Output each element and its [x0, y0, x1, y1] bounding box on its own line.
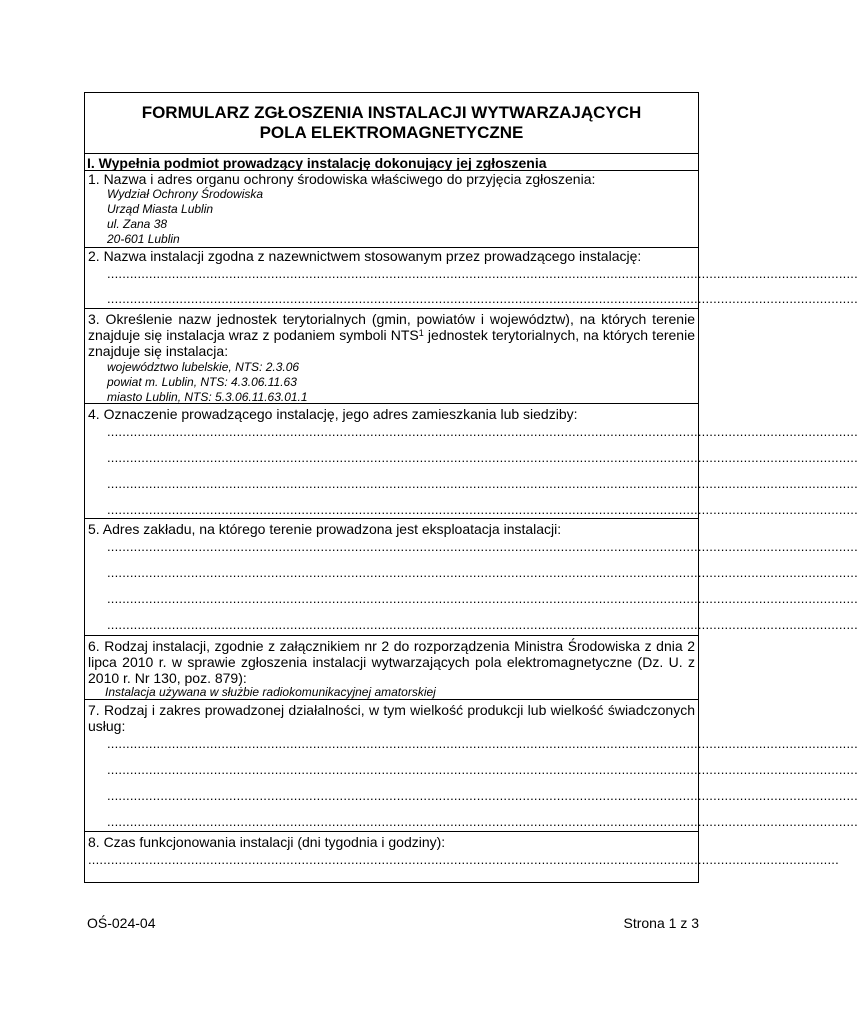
fill-line[interactable]: ..................................................................................................................................................................................................... [107, 450, 858, 465]
fill-line[interactable]: ..................................................................................................................................................................................................... [107, 617, 858, 632]
item-1-answer-line: Wydział Ochrony Środowiska [107, 187, 264, 201]
item-3-question-part1: 3. Określenie nazw jednostek terytorialnych (gmin, powiatów i województw), na których terenie znajduje się instalacja wraz z podaniem symboli NTS [88, 311, 695, 343]
item-6-answer: Instalacja używana w służbie radiokomunikacyjnej amatorskiej [105, 685, 436, 699]
item-1 [85, 171, 698, 248]
item-3-question [85, 309, 698, 359]
fill-line[interactable]: ..................................................................................................................................................................................................... [107, 736, 858, 751]
form-title [85, 93, 698, 154]
form-code: OŚ-024-04 [87, 915, 156, 931]
item-5 [85, 519, 858, 636]
title-line-2: POLA ELEKTROMAGNETYCZNE [259, 123, 524, 142]
page-footer [87, 915, 699, 931]
fill-line[interactable]: ..................................................................................................................................................................................................... [107, 565, 858, 580]
fill-line[interactable]: ..................................................................................................................................................................................................... [88, 852, 839, 867]
fill-line[interactable]: ..................................................................................................................................................................................................... [107, 762, 858, 777]
item-4-question: 4. Oznaczenie prowadzącego instalację, jego adres zamieszkania lub siedziby: [88, 406, 578, 422]
footnote-marker: 1 [418, 328, 424, 338]
form-table [84, 92, 858, 883]
item-4 [85, 404, 858, 519]
fill-line[interactable]: ..................................................................................................................................................................................................... [107, 591, 858, 606]
item-3-answer-line: powiat m. Lublin, NTS: 4.3.06.11.63 [107, 375, 297, 389]
item-3-question-part2: jednostek terytorialnych, na których terenie znajduje się instalacja: [88, 327, 695, 359]
item-8-question: 8. Czas funkcjonowania instalacji (dni tygodnia i godziny): [88, 834, 446, 850]
fill-line[interactable]: ..................................................................................................................................................................................................... [107, 539, 858, 554]
item-3-answer-line: miasto Lublin, NTS: 5.3.06.11.63.01.1 [107, 390, 308, 404]
item-6-question: 6. Rodzaj instalacji, zgodnie z załącznikiem nr 2 do rozporządzenia Ministra Środowiska z dnia 2 lipca 2010 r. w sprawie zgłoszenia instalacji wytwarzających pola elektromagnetyczne (Dz. U. z 2010 r. Nr 130, poz. 879): [88, 638, 695, 686]
section-heading: I. Wypełnia podmiot prowadzący instalację dokonujący jej zgłoszenia [85, 154, 698, 171]
item-7 [85, 700, 858, 832]
item-1-answer-line: ul. Zana 38 [107, 217, 168, 231]
page-number: Strona 1 z 3 [623, 915, 699, 931]
fill-line[interactable]: ..................................................................................................................................................................................................... [107, 502, 858, 517]
item-1-answer-line: 20-601 Lublin [107, 232, 180, 246]
fill-line[interactable]: ..................................................................................................................................................................................................... [107, 266, 858, 281]
item-2-question: 2. Nazwa instalacji zgodna z nazewnictwem stosowanym przez prowadzącego instalację: [88, 248, 642, 264]
fill-line[interactable]: ..................................................................................................................................................................................................... [107, 476, 858, 491]
fill-line[interactable]: ..................................................................................................................................................................................................... [107, 788, 858, 803]
item-8 [85, 832, 839, 888]
item-3 [85, 309, 698, 404]
item-3-answer-line: województwo lubelskie, NTS: 2.3.06 [107, 360, 300, 374]
title-line-1: FORMULARZ ZGŁOSZENIA INSTALACJI WYTWARZAJĄCYCH [141, 103, 642, 122]
item-1-question: 1. Nazwa i adres organu ochrony środowiska właściwego do przyjęcia zgłoszenia: [88, 171, 596, 187]
item-6 [85, 636, 698, 700]
fill-line[interactable]: ..................................................................................................................................................................................................... [107, 424, 858, 439]
item-2 [85, 248, 858, 309]
item-1-answer-line: Urząd Miasta Lublin [107, 202, 214, 216]
fill-line[interactable]: ..................................................................................................................................................................................................... [107, 814, 858, 829]
item-5-question: 5. Adres zakładu, na którego terenie prowadzona jest eksploatacja instalacji: [88, 521, 562, 537]
item-7-question: 7. Rodzaj i zakres prowadzonej działalności, w tym wielkość produkcji lub wielkość świadczonych usług: [88, 702, 695, 734]
fill-line[interactable]: ..................................................................................................................................................................................................... [107, 291, 858, 306]
